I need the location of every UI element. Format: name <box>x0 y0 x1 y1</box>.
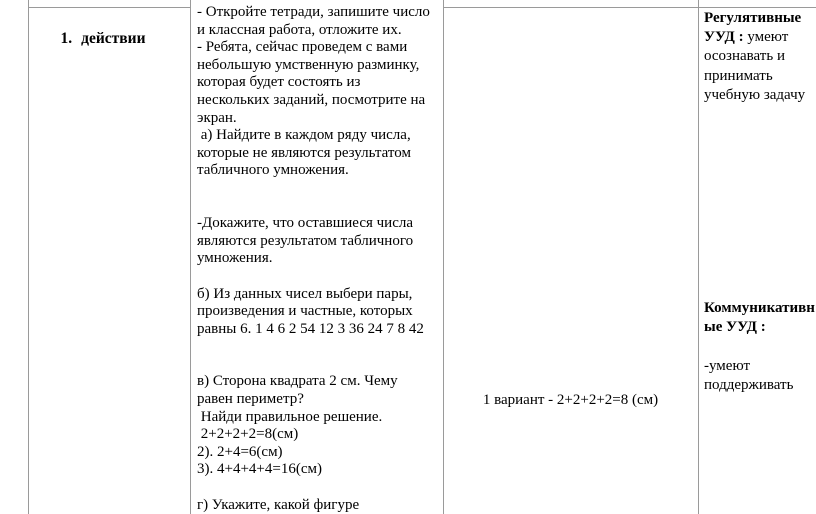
uud-regulative-block: Регулятивные УУД : умеют осознавать и принимать учебную задачу <box>704 10 806 103</box>
uud-communicative-block: Коммуникативн ые УУД : -умеют поддерживать <box>704 300 815 393</box>
cell-lesson-stage <box>29 8 206 67</box>
cell-teacher-activity: - Откройте тетради, запишите число и классная работа, отложите их. - Ребята, сейчас проведем с вами небольшую умственную разминку, которая будет состоять из нескольких заданий, посмотрите на экран. а) Найдите в каждом ряду числа, которые не являются результатом табличного умножения. -Докажите, что оставшиеся числа являются результатом табличного умножения. б) Из данных чисел выбери пары, произведения и частные, которых равны 6. 1 4 6 2 54 12 3 36 24 7 8 42 в) Сторона квадрата 2 см. Чему равен периметр? Найди правильное решение. 2+2+2+2=8(см) 2). 2+4=6(см) 3). 4+4+4+4=16(см) г) Укажите, какой фигуре <box>197 4 430 513</box>
stage-label: действии <box>81 30 146 47</box>
cell-answer: 1 вариант - 2+2+2+2=8 (см) <box>482 392 659 408</box>
stage-number: 1. <box>60 30 73 47</box>
table-border-top-col3-col4 <box>443 7 816 8</box>
table-border-left <box>28 0 29 514</box>
cell-uud <box>699 9 816 395</box>
